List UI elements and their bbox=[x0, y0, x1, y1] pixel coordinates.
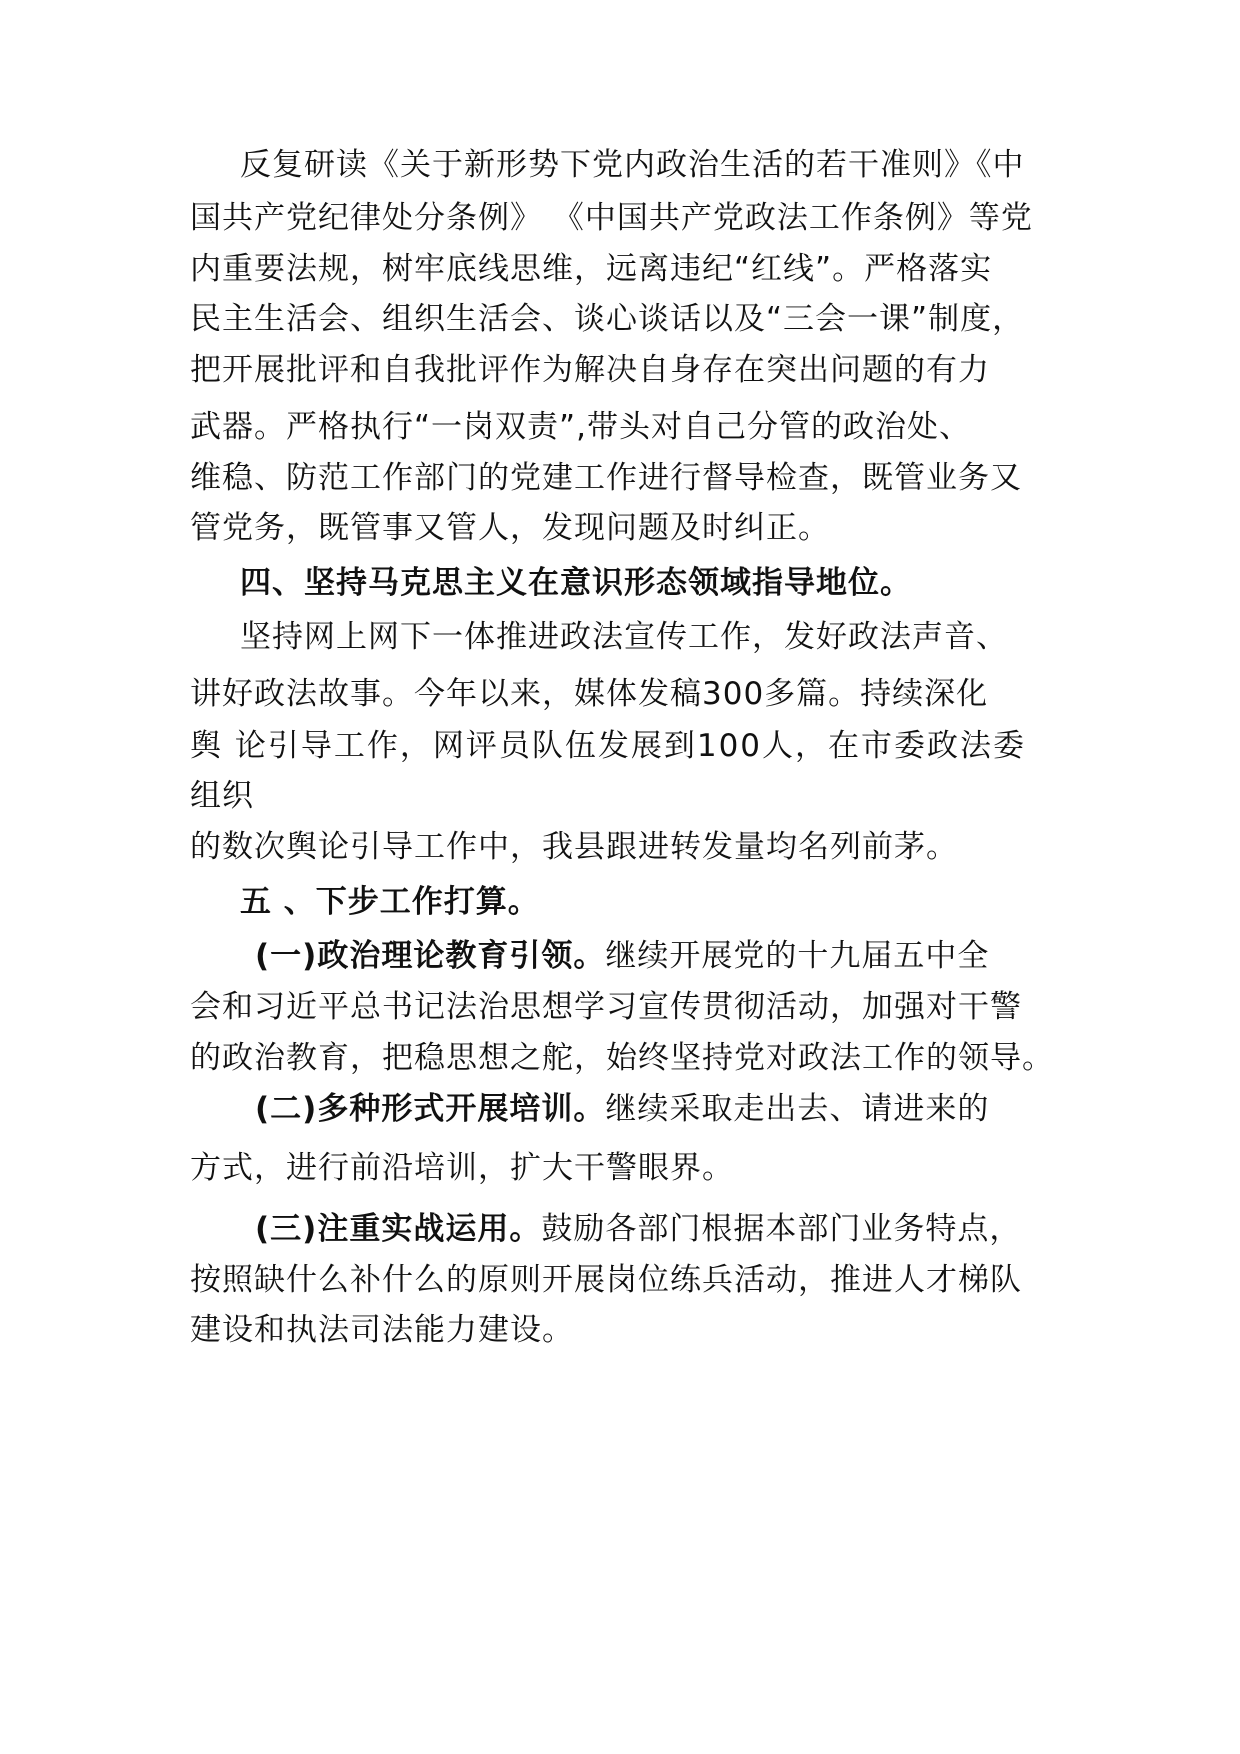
text-line bbox=[255, 1089, 989, 1129]
section-heading: 四、坚持马克思主义在意识形态领域指导地位。 bbox=[240, 565, 912, 601]
text-line: 建设和执法司法能力建设。 bbox=[190, 1312, 574, 1348]
text-line: 国共产党纪律处分条例》 《中国共产党政法工作条例》等党 bbox=[190, 200, 1033, 236]
text-line: 管党务，既管事又管人，发现问题及时纠正。 bbox=[190, 510, 830, 546]
text-line: 坚持网上网下一体推进政法宣传工作，发好政法声音、 bbox=[240, 619, 1008, 655]
text-line: 民主生活会、组织生活会、谈心谈话以及“三会一课”制度， bbox=[190, 301, 1025, 337]
text-line: 按照缺什么补什么的原则开展岗位练兵活动，推进人才梯队 bbox=[190, 1262, 1022, 1298]
subsection-heading: (二)多种形式开展培训。 bbox=[255, 1091, 606, 1127]
text-line: 内重要法规，树牢底线思维，远离违纪“红线”。严格落实 bbox=[190, 251, 993, 287]
text-line: 的政治教育，把稳思想之舵，始终坚持党对政法工作的领导。 bbox=[190, 1040, 1054, 1076]
text-line: 反复研读《关于新形势下党内政治生活的若干准则》《中 bbox=[240, 147, 1025, 183]
text-line: 讲好政法故事。今年以来，媒体发稿300多篇。持续深化 bbox=[190, 676, 989, 712]
text-line: 的数次舆论引导工作中，我县跟进转发量均名列前茅。 bbox=[190, 829, 958, 865]
section-heading: 五 、下步工作打算。 bbox=[240, 884, 540, 920]
text-line: 方式，进行前沿培训，扩大干警眼界。 bbox=[190, 1150, 734, 1186]
text-line: 武器。严格执行“一岗双责”,带头对自己分管的政治处、 bbox=[190, 409, 971, 445]
subsection-heading: (一)政治理论教育引领。 bbox=[255, 938, 606, 974]
text-line: 维稳、防范工作部门的党建工作进行督导检查，既管业务又 bbox=[190, 460, 1022, 496]
text-line bbox=[255, 1209, 1021, 1249]
text-line: 把开展批评和自我批评作为解决自身存在突出问题的有力 bbox=[190, 352, 990, 388]
text-run: 鼓励各部门根据本部门业务特点， bbox=[541, 1211, 1022, 1247]
text-line: 会和习近平总书记法治思想学习宣传贯彻活动，加强对干警 bbox=[190, 989, 1022, 1025]
text-run: 继续采取走出去、请进来的 bbox=[605, 1091, 990, 1127]
subsection-heading: (三)注重实战运用。 bbox=[255, 1211, 542, 1247]
text-line bbox=[255, 936, 989, 976]
text-line: 组织 bbox=[190, 778, 254, 814]
text-line: 舆 论引导工作，网评员队伍发展到100人，在市委政法委 bbox=[190, 728, 1027, 764]
text-run: 继续开展党的十九届五中全 bbox=[605, 938, 990, 974]
